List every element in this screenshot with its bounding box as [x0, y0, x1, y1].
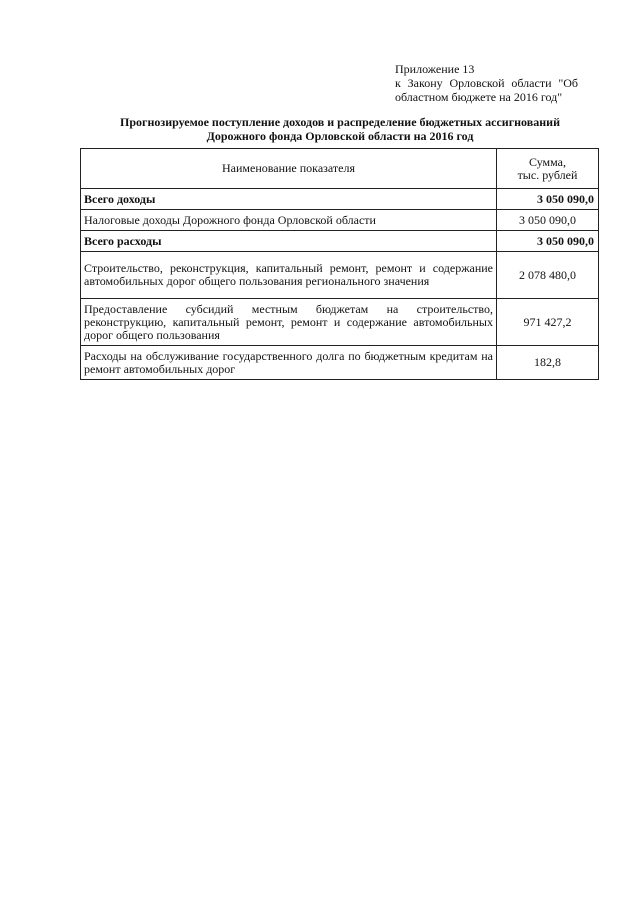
table-row: [81, 210, 599, 231]
table-row: [81, 189, 599, 210]
header-sum-line-2: тыс. рублей: [517, 167, 578, 182]
row-name: Предоставление субсидий местным бюджетам на строительство, реконструкцию, капитальный ремонт, ремонт и содержание автомобильных дорог общего пользования: [81, 299, 497, 346]
table-row: [81, 252, 599, 299]
appendix-line-2: к Закону Орловской области "Об: [395, 76, 578, 90]
row-name: Всего доходы: [81, 189, 497, 210]
row-name: Всего расходы: [81, 231, 497, 252]
row-sum: 182,8: [497, 346, 599, 380]
table-row: [81, 346, 599, 380]
row-name: Налоговые доходы Дорожного фонда Орловской области: [81, 210, 497, 231]
table-row: [81, 299, 599, 346]
budget-table: [80, 148, 599, 380]
table-row: [81, 231, 599, 252]
row-name: Расходы на обслуживание государственного долга по бюджетным кредитам на ремонт автомобильных дорог: [81, 346, 497, 380]
row-sum: 3 050 090,0: [497, 189, 599, 210]
row-name: Строительство, реконструкция, капитальный ремонт, ремонт и содержание автомобильных дорог общего пользования регионального значения: [81, 252, 497, 299]
header-name: Наименование показателя: [81, 149, 497, 189]
title-line-1: Прогнозируемое поступление доходов и распределение бюджетных ассигнований: [120, 115, 560, 129]
row-sum: 3 050 090,0: [497, 210, 599, 231]
row-sum: 2 078 480,0: [497, 252, 599, 299]
table-header-row: [81, 149, 599, 189]
header-sum-line-1: Сумма,: [529, 154, 566, 169]
row-sum: 3 050 090,0: [497, 231, 599, 252]
appendix-caption: [395, 62, 578, 104]
header-sum: [497, 149, 599, 189]
document-title: [80, 115, 600, 143]
row-sum: 971 427,2: [497, 299, 599, 346]
appendix-line-1: Приложение 13: [395, 62, 475, 76]
title-line-2: Дорожного фонда Орловской области на 2016 год: [206, 129, 474, 143]
appendix-line-3: областном бюджете на 2016 год": [395, 90, 563, 104]
